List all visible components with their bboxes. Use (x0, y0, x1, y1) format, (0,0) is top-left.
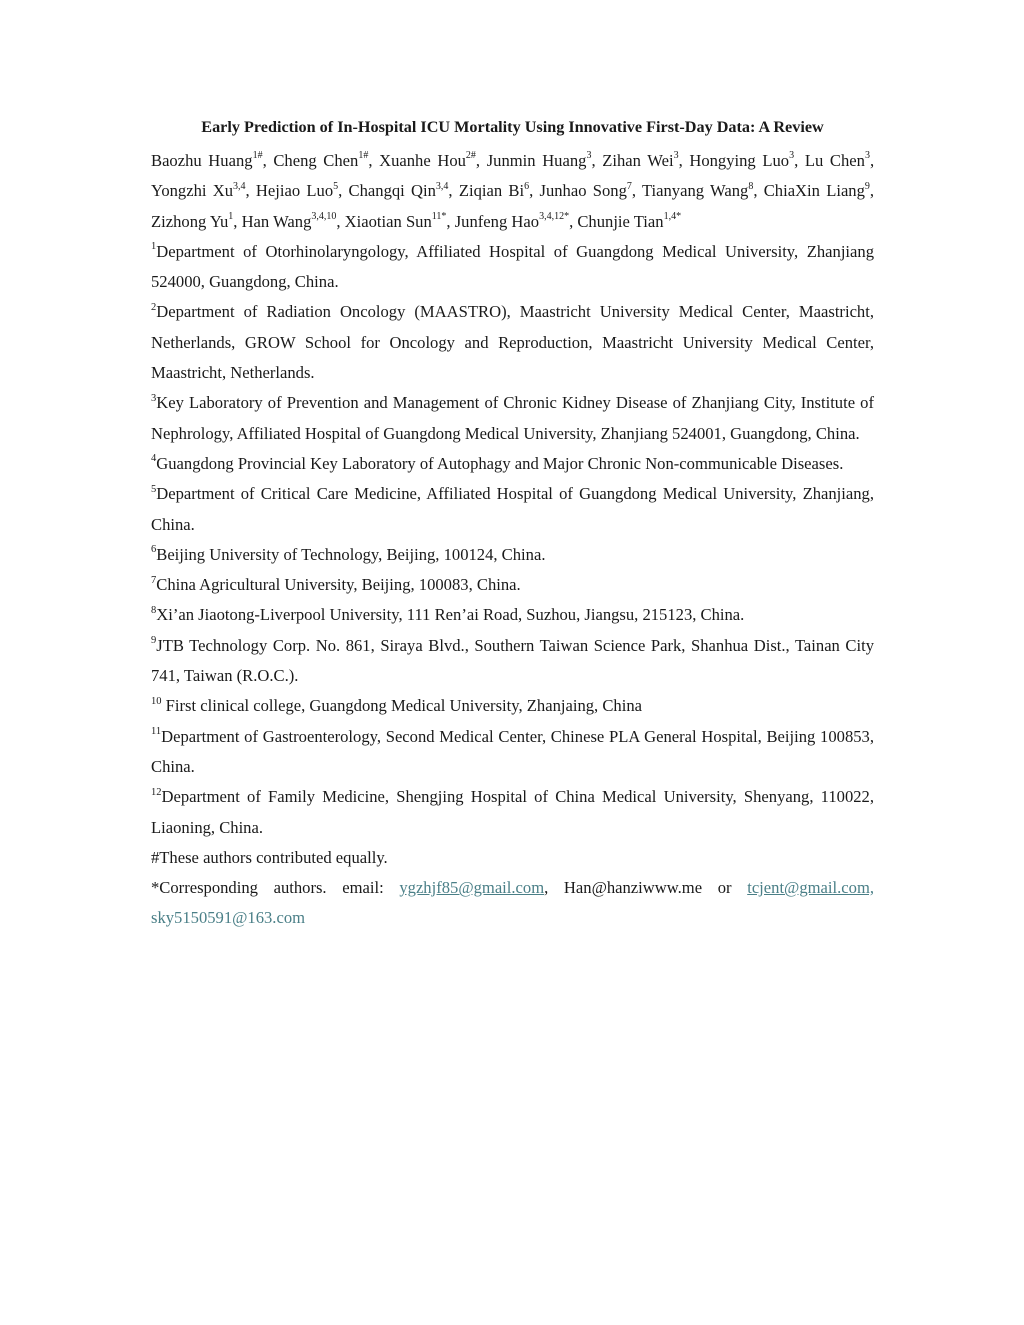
affiliation-number: 5 (151, 483, 157, 495)
author-affiliation-marker: 6 (524, 180, 530, 192)
email-link-tcjent[interactable]: tcjent@gmail.com, (747, 878, 874, 898)
author-entry (805, 151, 870, 170)
affiliation-text: Department of Otorhinolaryngology, Affiliated Hospital of Guangdong Medical University, Zhanjiang 524000, Guangdong, China. (151, 241, 874, 292)
affiliation-item (151, 570, 874, 600)
author-affiliation-marker: 3 (586, 150, 592, 162)
affiliation-item (151, 631, 874, 692)
author-name: Changqi Qin (348, 181, 436, 201)
affiliation-text: Department of Family Medicine, Shengjing Hospital of China Medical University, Shenyang, 110022, Liaoning, China. (151, 787, 874, 837)
author-name: Han Wang (241, 211, 312, 231)
affiliation-text: JTB Technology Corp. No. 861, Siraya Blvd., Southern Taiwan Science Park, Shanhua Dist., Tainan City 741, Taiwan (R.O.C.). (151, 635, 874, 686)
author-affiliation-marker: 3,4,12* (539, 211, 570, 223)
author-name: Ziqian Bi (458, 181, 525, 201)
author-affiliation-marker: 7 (626, 180, 632, 192)
author-entry (273, 151, 368, 170)
affiliation-item (151, 237, 874, 298)
author-entry (455, 212, 569, 231)
affiliation-number: 1 (151, 241, 157, 253)
affiliation-item (151, 479, 874, 540)
author-affiliation-marker: 3,4,10 (311, 211, 337, 223)
corresponding-prefix: *Corresponding authors. email: (151, 878, 400, 898)
author-entry (151, 212, 233, 231)
affiliation-text: Department of Radiation Oncology (MAASTRO), Maastricht University Medical Center, Maastricht, Netherlands, GROW School for Oncology and Reproduction, Maastricht University Medical Center, Maastricht, Netherlands. (151, 302, 874, 383)
affiliation-item (151, 388, 874, 449)
author-entry (345, 212, 447, 231)
affiliation-number: 6 (151, 544, 157, 556)
affiliation-text: Xi’an Jiaotong-Liverpool University, 111 Ren’ai Road, Suzhou, Jiangsu, 215123, China. (156, 605, 745, 625)
affiliation-item (151, 540, 874, 570)
author-affiliation-marker: 3,4 (435, 180, 449, 192)
author-affiliation-marker: 8 (748, 180, 754, 192)
affiliation-item (151, 449, 874, 479)
affiliation-item (151, 782, 874, 843)
affiliation-text: Department of Critical Care Medicine, Affiliated Hospital of Guangdong Medical University, Zhanjiang, China. (151, 484, 874, 534)
author-entry (539, 181, 631, 200)
author-affiliation-marker: 11* (431, 211, 447, 223)
author-name: Hongying Luo (689, 151, 790, 170)
author-entry (256, 181, 338, 200)
author-entry (459, 181, 529, 200)
author-name: Junhao Song (539, 181, 627, 201)
author-name: Junmin Huang (486, 151, 587, 170)
author-affiliation-marker: 9 (864, 180, 870, 192)
author-name: Tianyang Wang (641, 181, 749, 201)
author-name: Xuanhe Hou (379, 151, 466, 170)
author-name: ChiaXin Liang (763, 181, 865, 201)
affiliation-number: 4 (151, 453, 157, 465)
author-name: Cheng Chen (273, 151, 359, 170)
email-text-sky5150591: sky5150591@163.com (151, 908, 306, 928)
author-entry (349, 181, 449, 200)
affiliation-number: 10 (151, 695, 162, 707)
affiliation-number: 9 (151, 635, 157, 647)
author-entry (642, 181, 753, 200)
author-name: Junfeng Hao (454, 211, 540, 231)
corresponding-authors (151, 873, 874, 934)
author-entry (689, 151, 794, 170)
affiliation-text: Key Laboratory of Prevention and Management of Chronic Kidney Disease of Zhanjiang City, Institute of Nephrology, Affiliated Hospital of Guangdong Medical University, Zhanjiang 524001, Guangdong, China. (151, 393, 874, 443)
affiliation-number: 2 (151, 301, 157, 313)
affiliation-number: 11 (151, 726, 162, 738)
author-affiliation-marker: 3 (864, 150, 870, 162)
author-entry (764, 181, 870, 200)
affiliation-text: Beijing University of Technology, Beijing, 100124, China. (156, 544, 546, 564)
affiliation-text: Guangdong Provincial Key Laboratory of Autophagy and Major Chronic Non-communicable Diseases. (156, 453, 844, 473)
affiliation-list (151, 237, 874, 843)
author-name: Yongzhi Xu (151, 181, 234, 201)
affiliation-number: 12 (151, 786, 162, 798)
affiliation-number: 3 (151, 392, 157, 404)
author-name: Chunjie Tian (577, 211, 664, 231)
affiliation-item (151, 691, 874, 721)
author-entry (151, 151, 263, 170)
author-entry (379, 151, 476, 170)
author-affiliation-marker: 3,4 (233, 180, 246, 192)
affiliation-item (151, 722, 874, 783)
author-entry (487, 151, 592, 170)
author-entry (577, 212, 681, 231)
corresponding-separator: , Han@hanziwww.me or (544, 878, 748, 898)
author-affiliation-marker: 1 (228, 211, 234, 223)
affiliation-number: 8 (151, 604, 157, 616)
author-name: Zizhong Yu (151, 211, 229, 231)
author-affiliation-marker: 3 (789, 150, 795, 162)
author-name: Lu Chen (804, 151, 865, 170)
author-name: Baozhu Huang (151, 151, 253, 170)
affiliation-text: Department of Gastroenterology, Second Medical Center, Chinese PLA General Hospital, Beijing 100853, China. (151, 726, 874, 776)
paper-title: Early Prediction of In-Hospital ICU Mortality Using Innovative First-Day Data: A Review (201, 118, 824, 136)
paper-front-matter (151, 112, 874, 934)
affiliation-item (151, 297, 874, 388)
author-entry (151, 181, 246, 200)
author-affiliation-marker: 2# (465, 150, 476, 162)
affiliation-number: 7 (151, 574, 157, 586)
author-name: Hejiao Luo (255, 181, 334, 201)
author-entry (242, 212, 337, 231)
author-affiliation-marker: 3 (673, 150, 679, 162)
equal-contribution-note: #These authors contributed equally. (151, 847, 388, 867)
author-affiliation-marker: 1# (358, 150, 369, 162)
author-affiliation-marker: 5 (333, 180, 339, 192)
author-affiliation-marker: 1,4* (663, 211, 682, 223)
author-name: Zihan Wei (602, 151, 674, 170)
affiliation-item (151, 600, 874, 630)
email-link-ygzhjf85[interactable]: ygzhjf85@gmail.com (399, 878, 545, 898)
author-entry (602, 151, 678, 170)
author-list: Baozhu Huang$^{1\#}$, Cheng Chen$^{1\#}$, Xuanhe Hou$^{2\#}$, Junmin Huang$^3$, Zihan Wei$^3$, Hongying Luo$^3$, Lu Chen$^3$, Yongzhi Xu$^{3,4}$, Hejiao Luo$^5$, Changqi Qin$^{3,4}$, Ziqian Bi$^6$, Junhao Song$^7$, Tianyang Wang$^8$, ChiaXin Liang$^9$, Zizhong Yu$^1$, Han Wang$^{3,4,10}$, Xiaotian Sun$^{11*}$, Junfeng Hao$^{3,4,12*}$, Chunjie Tian$^{1,4*}$ (151, 150, 875, 231)
author-affiliation-marker: 1# (252, 150, 263, 162)
author-name: Xiaotian Sun (344, 211, 432, 231)
affiliation-text: First clinical college, Guangdong Medical University, Zhanjaing, China (161, 696, 642, 716)
affiliation-text: China Agricultural University, Beijing, 100083, China. (156, 575, 521, 595)
